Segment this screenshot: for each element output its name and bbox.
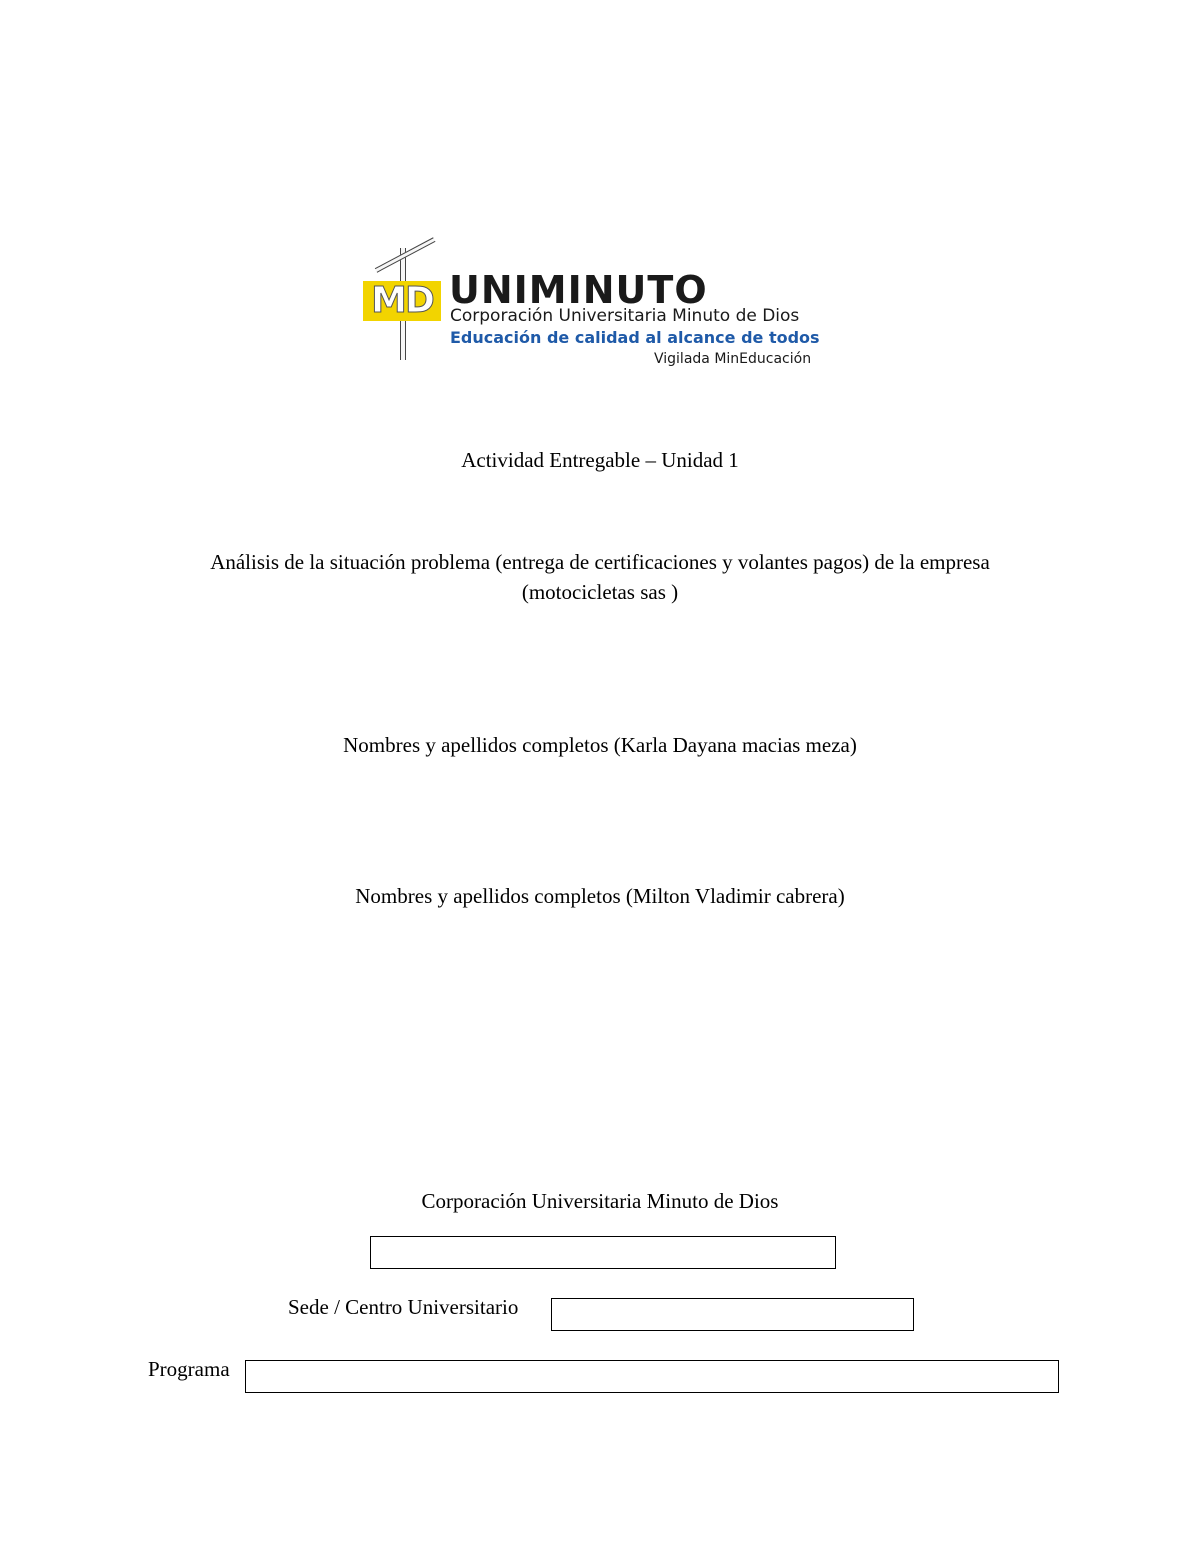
logo-vigilada: Vigilada MinEducación [654, 351, 812, 367]
analysis-title-line1: Análisis de la situación problema (entrega de certificaciones y volantes pagos) de la empresa [210, 550, 990, 574]
sede-label: Sede / Centro Universitario [288, 1295, 519, 1319]
institution-input-box[interactable] [370, 1236, 836, 1269]
logo-title: UNIMINUTO [449, 268, 708, 312]
author-1: Nombres y apellidos completos (Karla Dayana macias meza) [343, 733, 857, 757]
logo-subtitle: Corporación Universitaria Minuto de Dios [450, 306, 800, 326]
author-2: Nombres y apellidos completos (Milton Vladimir cabrera) [355, 884, 845, 908]
analysis-title-line2: (motocicletas sas ) [521, 580, 679, 604]
programa-label: Programa [148, 1357, 230, 1381]
logo-slogan: Educación de calidad al alcance de todos [450, 328, 820, 347]
institution-name: Corporación Universitaria Minuto de Dios [421, 1189, 779, 1213]
sede-input-box[interactable] [551, 1298, 914, 1331]
logo-md-mark: MD [363, 281, 441, 321]
activity-title: Actividad Entregable – Unidad 1 [461, 448, 739, 472]
programa-input-box[interactable] [245, 1360, 1059, 1393]
